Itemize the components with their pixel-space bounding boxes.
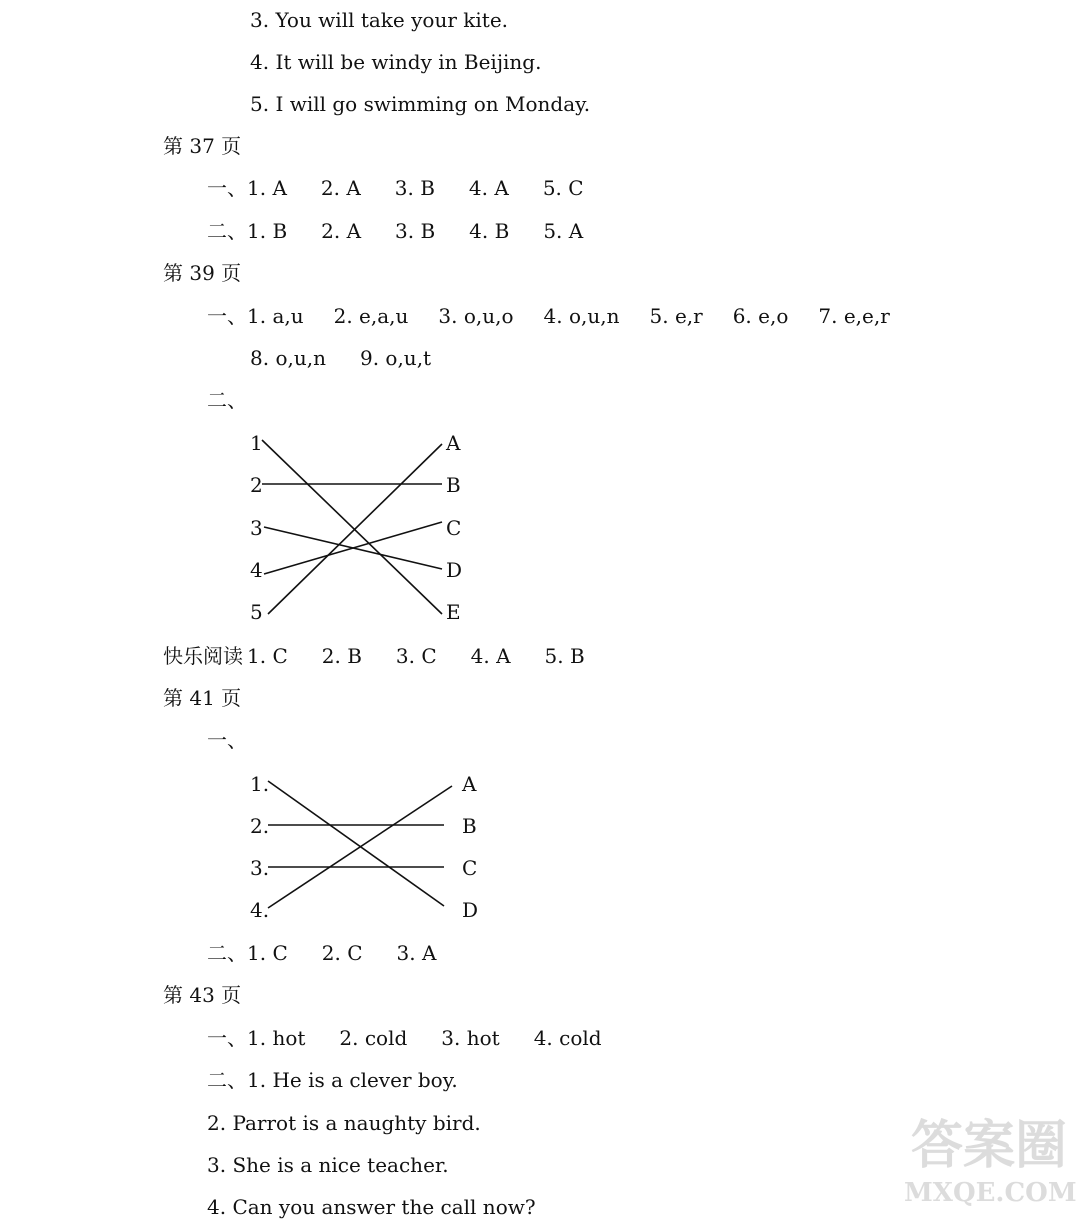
answer-line: 3. You will take your kite. — [250, 8, 509, 32]
answer-item: 1. He is a clever boy. — [247, 1068, 458, 1092]
answer-item: 2. cold — [339, 1026, 408, 1050]
answer-item: 2. A — [321, 219, 362, 243]
answer-item: 3. C — [395, 644, 437, 668]
answer-item: 4. A — [468, 176, 509, 200]
section-prefix: 快乐阅读 — [163, 644, 243, 668]
answer-item: 3. hot — [441, 1026, 500, 1050]
page-heading: 第 37 页 — [163, 134, 242, 158]
match-right-label: B — [446, 473, 461, 497]
answer-item: 1. a,u — [247, 304, 304, 328]
match-left-label: 3 — [250, 516, 263, 540]
section-prefix: 二、 — [207, 388, 247, 412]
match-right-label: C — [446, 516, 462, 540]
answer-item: 3. A — [396, 941, 437, 965]
answer-item: 4. B — [469, 219, 510, 243]
match-right-label: A — [446, 431, 461, 455]
answer-item: 1. C — [247, 941, 288, 965]
match-left-label: 2 — [250, 473, 263, 497]
match-right-label: D — [462, 898, 479, 922]
answer-item: 5. e,r — [649, 304, 703, 328]
answer-line: 3. She is a nice teacher. — [207, 1153, 449, 1177]
answer-item: 6. e,o — [732, 304, 789, 328]
match-right-label: E — [446, 600, 461, 624]
answer-item: 3. o,u,o — [438, 304, 514, 328]
section-prefix: 二、 — [207, 1068, 247, 1092]
answer-item: 2. B — [321, 644, 362, 668]
match-right-label: A — [462, 772, 477, 796]
section-prefix: 一、 — [207, 304, 247, 328]
match-line-4-A — [268, 786, 452, 908]
answer-item: 2. C — [321, 941, 363, 965]
page-heading: 第 41 页 — [163, 686, 242, 710]
section-prefix: 一、 — [207, 728, 247, 752]
answer-item: 5. A — [543, 219, 584, 243]
answer-item: 2. A — [320, 176, 361, 200]
answer-item: 1. hot — [247, 1026, 306, 1050]
match-left-label: 5 — [250, 600, 263, 624]
answer-line: 5. I will go swimming on Monday. — [250, 92, 591, 116]
answer-row — [207, 941, 470, 965]
answer-line: 4. Can you answer the call now? — [207, 1195, 536, 1219]
answer-item: 3. B — [394, 176, 435, 200]
match-left-label: 4. — [250, 898, 270, 922]
answer-line: 4. It will be windy in Beijing. — [250, 50, 542, 74]
match-right-label: B — [462, 814, 477, 838]
answer-line: 2. Parrot is a naughty bird. — [207, 1111, 481, 1135]
match-left-label: 2. — [250, 814, 270, 838]
answer-item: 5. C — [542, 176, 584, 200]
answer-item: 4. o,u,n — [543, 304, 620, 328]
match-left-label: 1. — [250, 772, 270, 796]
watermark-url: MXQE.COM — [904, 1178, 1077, 1208]
answer-row — [207, 1026, 636, 1050]
match-line-1-D — [268, 781, 444, 906]
page-heading: 第 39 页 — [163, 261, 242, 285]
answer-item: 2. e,a,u — [333, 304, 409, 328]
match-left-label: 3. — [250, 856, 270, 880]
answer-item: 5. B — [544, 644, 585, 668]
answer-row — [207, 1068, 492, 1092]
section-prefix: 一、 — [207, 1026, 247, 1050]
answer-item: 9. o,u,t — [359, 346, 432, 370]
match-right-label: D — [446, 558, 463, 582]
match-left-label: 1 — [250, 431, 263, 455]
section-prefix: 一、 — [207, 176, 247, 200]
answer-item: 4. cold — [533, 1026, 602, 1050]
section-prefix: 二、 — [207, 941, 247, 965]
answer-item: 7. e,e,r — [818, 304, 890, 328]
match-left-label: 4 — [250, 558, 263, 582]
match-right-label: C — [462, 856, 478, 880]
watermark — [904, 1106, 1077, 1216]
answer-item: 4. A — [470, 644, 511, 668]
answer-item: 8. o,u,n — [250, 346, 326, 370]
page-heading: 第 43 页 — [163, 983, 242, 1007]
watermark-title: 答案圈 — [910, 1115, 1067, 1176]
section-prefix: 二、 — [207, 219, 247, 243]
answer-item: 1. A — [247, 176, 287, 200]
answer-item: 3. B — [395, 219, 436, 243]
answer-item: 1. C — [247, 644, 288, 668]
answer-item: 1. B — [247, 219, 288, 243]
